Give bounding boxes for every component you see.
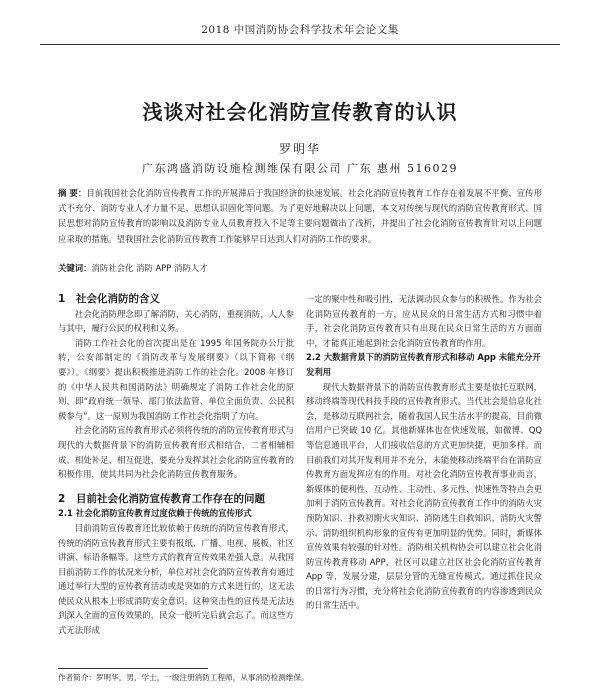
author-name: 罗明华 — [278, 142, 321, 156]
paragraph: 社会化消防宣传教育形式必须将传统的消防宣传教育形式与现代的大数据背景下的消防宣传教育形式相结合，二者相辅相成、相处补足、相互促进，要充分发挥其社会化消防宣传教育的积极作用，使其共同为社会化消防宣传教育服务。 — [58, 425, 294, 480]
footnote: 作者简介：罗明华，男，学士，一级注册消防工程师，从事消防检测维保。 — [58, 673, 309, 682]
section-2-number: 2 — [58, 492, 66, 505]
running-head: 2018 中国消防协会科学技术年会论文集 — [201, 24, 399, 36]
paper-title: 浅谈对社会化消防宣传教育的认识 — [142, 100, 458, 124]
paragraph: 一定的聚中性和吸引性，无法调动民众参与的积极性。作为社会化消防宣传教育的一方，应从民众的日常生活方式和习惯中着手，社会化消防宣传教育只有出现在民众日常生活的方方面面中，才能真正地起到社会化消防宣传教育的作用。 — [306, 294, 542, 348]
section-2-heading — [58, 492, 294, 507]
subsection-2-1-heading: 2.1 社会化消防宣传教育过度依赖于传统的宣传形式 — [58, 508, 252, 519]
keywords — [58, 262, 542, 274]
abstract-text: 目前我国社会化消防宣传教育工作的开展滞后于我国经济的快速发展。社会化消防宣传教育工作存在着发展不平衡、宣传形式不充分、消防专业人才力量不足、思想认识固化等问题。为了更好地解决以上问题，本文对传统与现代的消防宣传教育形式、国民思想对消防宣传教育的影响以及消防专业人员教育投入不足等主要问题做出了浅析，并提出了社会化消防宣传教育针对以上问题应采取的措施。望我国社会化消防宣传教育工作能够早日达到人们对消防工作的要求。 — [58, 188, 543, 244]
subsection-2-2-heading: 2.2 大数据背景下的消防宣传教育形式和移动 App 未能充分开发利用 — [306, 352, 541, 377]
header-rule — [40, 44, 560, 45]
author-affiliation: 广东鸿盛消防设施检测维保有限公司 广东 惠州 516029 — [142, 162, 458, 175]
paragraph: 消防工作社会化的首次提出是在 1995 年国务院办公厅批转，公安部制定的《消防改革与发展纲要》（以下简称《纲要》）。《纲要》提出积极推进消防工作的社会化。2008 年修订的《中华人民共和国消防法》明确规定了消防工作社会化的原则，即“政府统一领导、部门依法监管、单位全面负责、公民积极参与”。这一原则为我国消防工作社会化指明了方向。 — [58, 337, 294, 421]
keywords-label: 关键词： — [58, 263, 92, 273]
right-column — [306, 292, 542, 613]
section-1-title: 社会化消防的含义 — [76, 293, 160, 305]
section-1-number: 1 — [58, 293, 66, 305]
section-1-heading — [58, 292, 294, 307]
keywords-text: 消防社会化 消防 APP 消防人才 — [91, 263, 208, 273]
abstract-label: 摘 要： — [58, 188, 87, 198]
abstract — [58, 186, 542, 247]
footnote-rule — [58, 668, 208, 669]
paragraph: 目前消防宣传教育还比较依赖于传统的消防宣传教育形式，传统的消防宣传教育形式主要有报纸、广播、电视、展板、社区讲演、标语条幅等。这些方式的教育宣传效果差强人意。从我国目前消防工作的状况来分析，单位对社会化消防宣传教育有通过通过举行大型的宣传教育活动或是突如的方式来进行的，这无法使民众从根本上形成消防安全意识。这种突击性的宣传是无法达到深入全面的宣传效果的，民众一般听完后就会忘了。而这些方式无法形成 — [58, 522, 294, 636]
paragraph: 现代大数据背景下的消防宣传教育形式主要是依托互联网，移动终端等现代科技手段的宣传教育形式。当代社会是信息化社会，是移动互联网社会，随着我国人民生活水平的提高，目前微信用户已突破 10 亿。其他新媒体也在快速发展，如微博、QQ 等信息通讯平台，人们接收信息的方式更加快捷，更加多样。而目前我们对其开发利用并不充分，未能使移动终端平台在消防宣传教育方面发挥应有的作用。对社会化消防宣传教育事业而言，新媒体的便利性、互动性、主动性、多元性、快速性等特点会更加利于消防宣传教育。对社会化消防宣传教育工作中的消防火灾预防知识、扑救初期火灾知识、消防逃生自救知识、消防火灾警示、消防组织机构形象的宣传有更加明显的优势。同时，新媒体宣传效果有较强的针对性。消防相关机构协会可以建立社会化消防宣传教育移动 APP，社区可以建立社区社会化消防宣传教育 App 等，发展分建，层层分管的无缝宣传模式。通过抓住民众的日常行为习惯，充分将社会化消防宣传教育的内容渗透到民众的日常生活中。 — [306, 381, 542, 611]
left-column — [58, 292, 294, 638]
paragraph: 社会化消防理念即了解消防，关心消防，重视消防，人人参与其中，履行公民的权利和义务。 — [58, 308, 294, 334]
section-2-title: 目前社会化消防宣传教育工作存在的问题 — [76, 492, 265, 505]
